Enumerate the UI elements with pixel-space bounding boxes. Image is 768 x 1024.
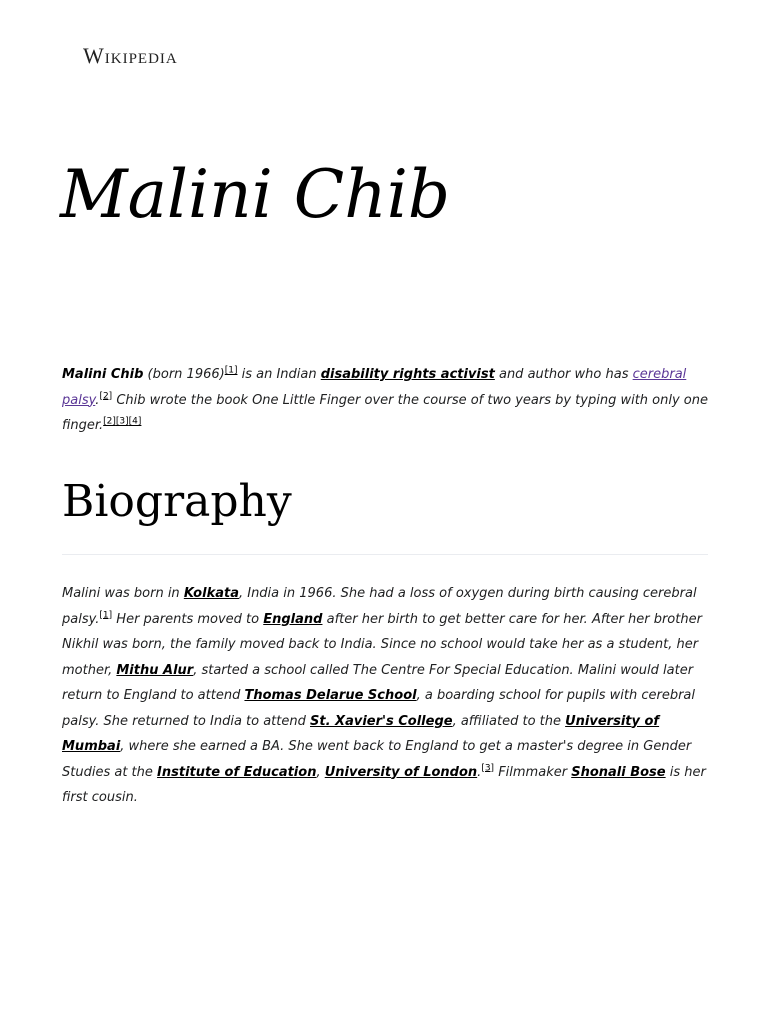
link-thomas-delarue-school[interactable]: Thomas Delarue School	[244, 688, 417, 703]
citation-link[interactable]: [2]	[103, 416, 116, 427]
bio-text: .	[477, 764, 482, 780]
link-university-of-mumbai[interactable]: University of Mumbai	[62, 713, 660, 754]
bio-text: ,	[316, 764, 325, 780]
citation-1[interactable]	[225, 366, 238, 376]
bio-text: , a boarding school for pupils with cerebral palsy. She returned to India to attend	[62, 688, 696, 729]
citation-3[interactable]	[481, 763, 494, 773]
citation-link[interactable]: [2]	[99, 391, 113, 402]
citation-2[interactable]	[99, 391, 112, 401]
citation-group[interactable]	[103, 417, 141, 427]
biography-section	[62, 581, 710, 811]
citation-link[interactable]: [1]	[224, 365, 238, 376]
book-title: One Little Finger	[252, 392, 361, 408]
link-university-of-london[interactable]: University of London	[324, 764, 478, 780]
bio-text: Filmmaker	[494, 764, 572, 780]
intro-text: Chib wrote the book	[112, 392, 253, 408]
bio-text: is her first cousin.	[62, 764, 706, 805]
page-title: Malini Chib	[60, 156, 451, 233]
wikipedia-wordmark[interactable]: Wikipedia	[83, 43, 178, 68]
link-kolkata[interactable]: Kolkata	[183, 586, 239, 601]
link-england[interactable]: England	[263, 611, 323, 627]
bio-text: , where she earned a BA. She went back to England to get a master's degree in Gender Studies at the	[62, 739, 692, 780]
link-shonali-bose[interactable]: Shonali Bose	[571, 764, 666, 780]
citation-link[interactable]: [3]	[115, 416, 129, 427]
intro-text: .	[95, 392, 100, 408]
intro-paragraph	[62, 362, 710, 439]
biography-paragraph	[62, 581, 710, 811]
subject-name: Malini Chib	[62, 367, 144, 382]
bio-text: Malini was born in	[62, 586, 184, 601]
intro-text: and author who has	[494, 367, 633, 382]
citation-link[interactable]: [4]	[128, 416, 142, 427]
intro-text: is an Indian	[237, 367, 321, 382]
citation-1[interactable]	[99, 610, 112, 620]
link-disability-rights-activist[interactable]: disability rights activist	[320, 367, 495, 382]
section-heading-biography: Biography	[62, 470, 708, 555]
bio-text: , India in 1966. She had a loss of oxygen during birth causing cerebral palsy.	[62, 586, 697, 627]
intro-text: over the course of two years by typing with only one finger.	[62, 392, 708, 433]
bio-text: , started a school called The Centre For Special Education. Malini would later return to England to attend	[62, 662, 694, 703]
link-cerebral-palsy[interactable]: cerebral palsy	[62, 367, 687, 408]
bio-text: after her birth to get better care for her. After her brother Nikhil was born, the family moved back to India. Since no school would take her as a student, her mother,	[62, 611, 702, 678]
article-intro	[62, 362, 710, 439]
bio-text: , affiliated to the	[452, 713, 566, 729]
citation-link[interactable]: [3]	[481, 763, 495, 774]
link-st-xaviers-college[interactable]: St. Xavier's College	[310, 713, 453, 729]
citation-link[interactable]: [1]	[99, 610, 113, 621]
link-institute-of-education[interactable]: Institute of Education	[157, 764, 317, 780]
bio-text: Her parents moved to	[112, 611, 264, 627]
intro-text: (born 1966)	[143, 367, 225, 382]
link-mithu-alur[interactable]: Mithu Alur	[116, 662, 194, 678]
